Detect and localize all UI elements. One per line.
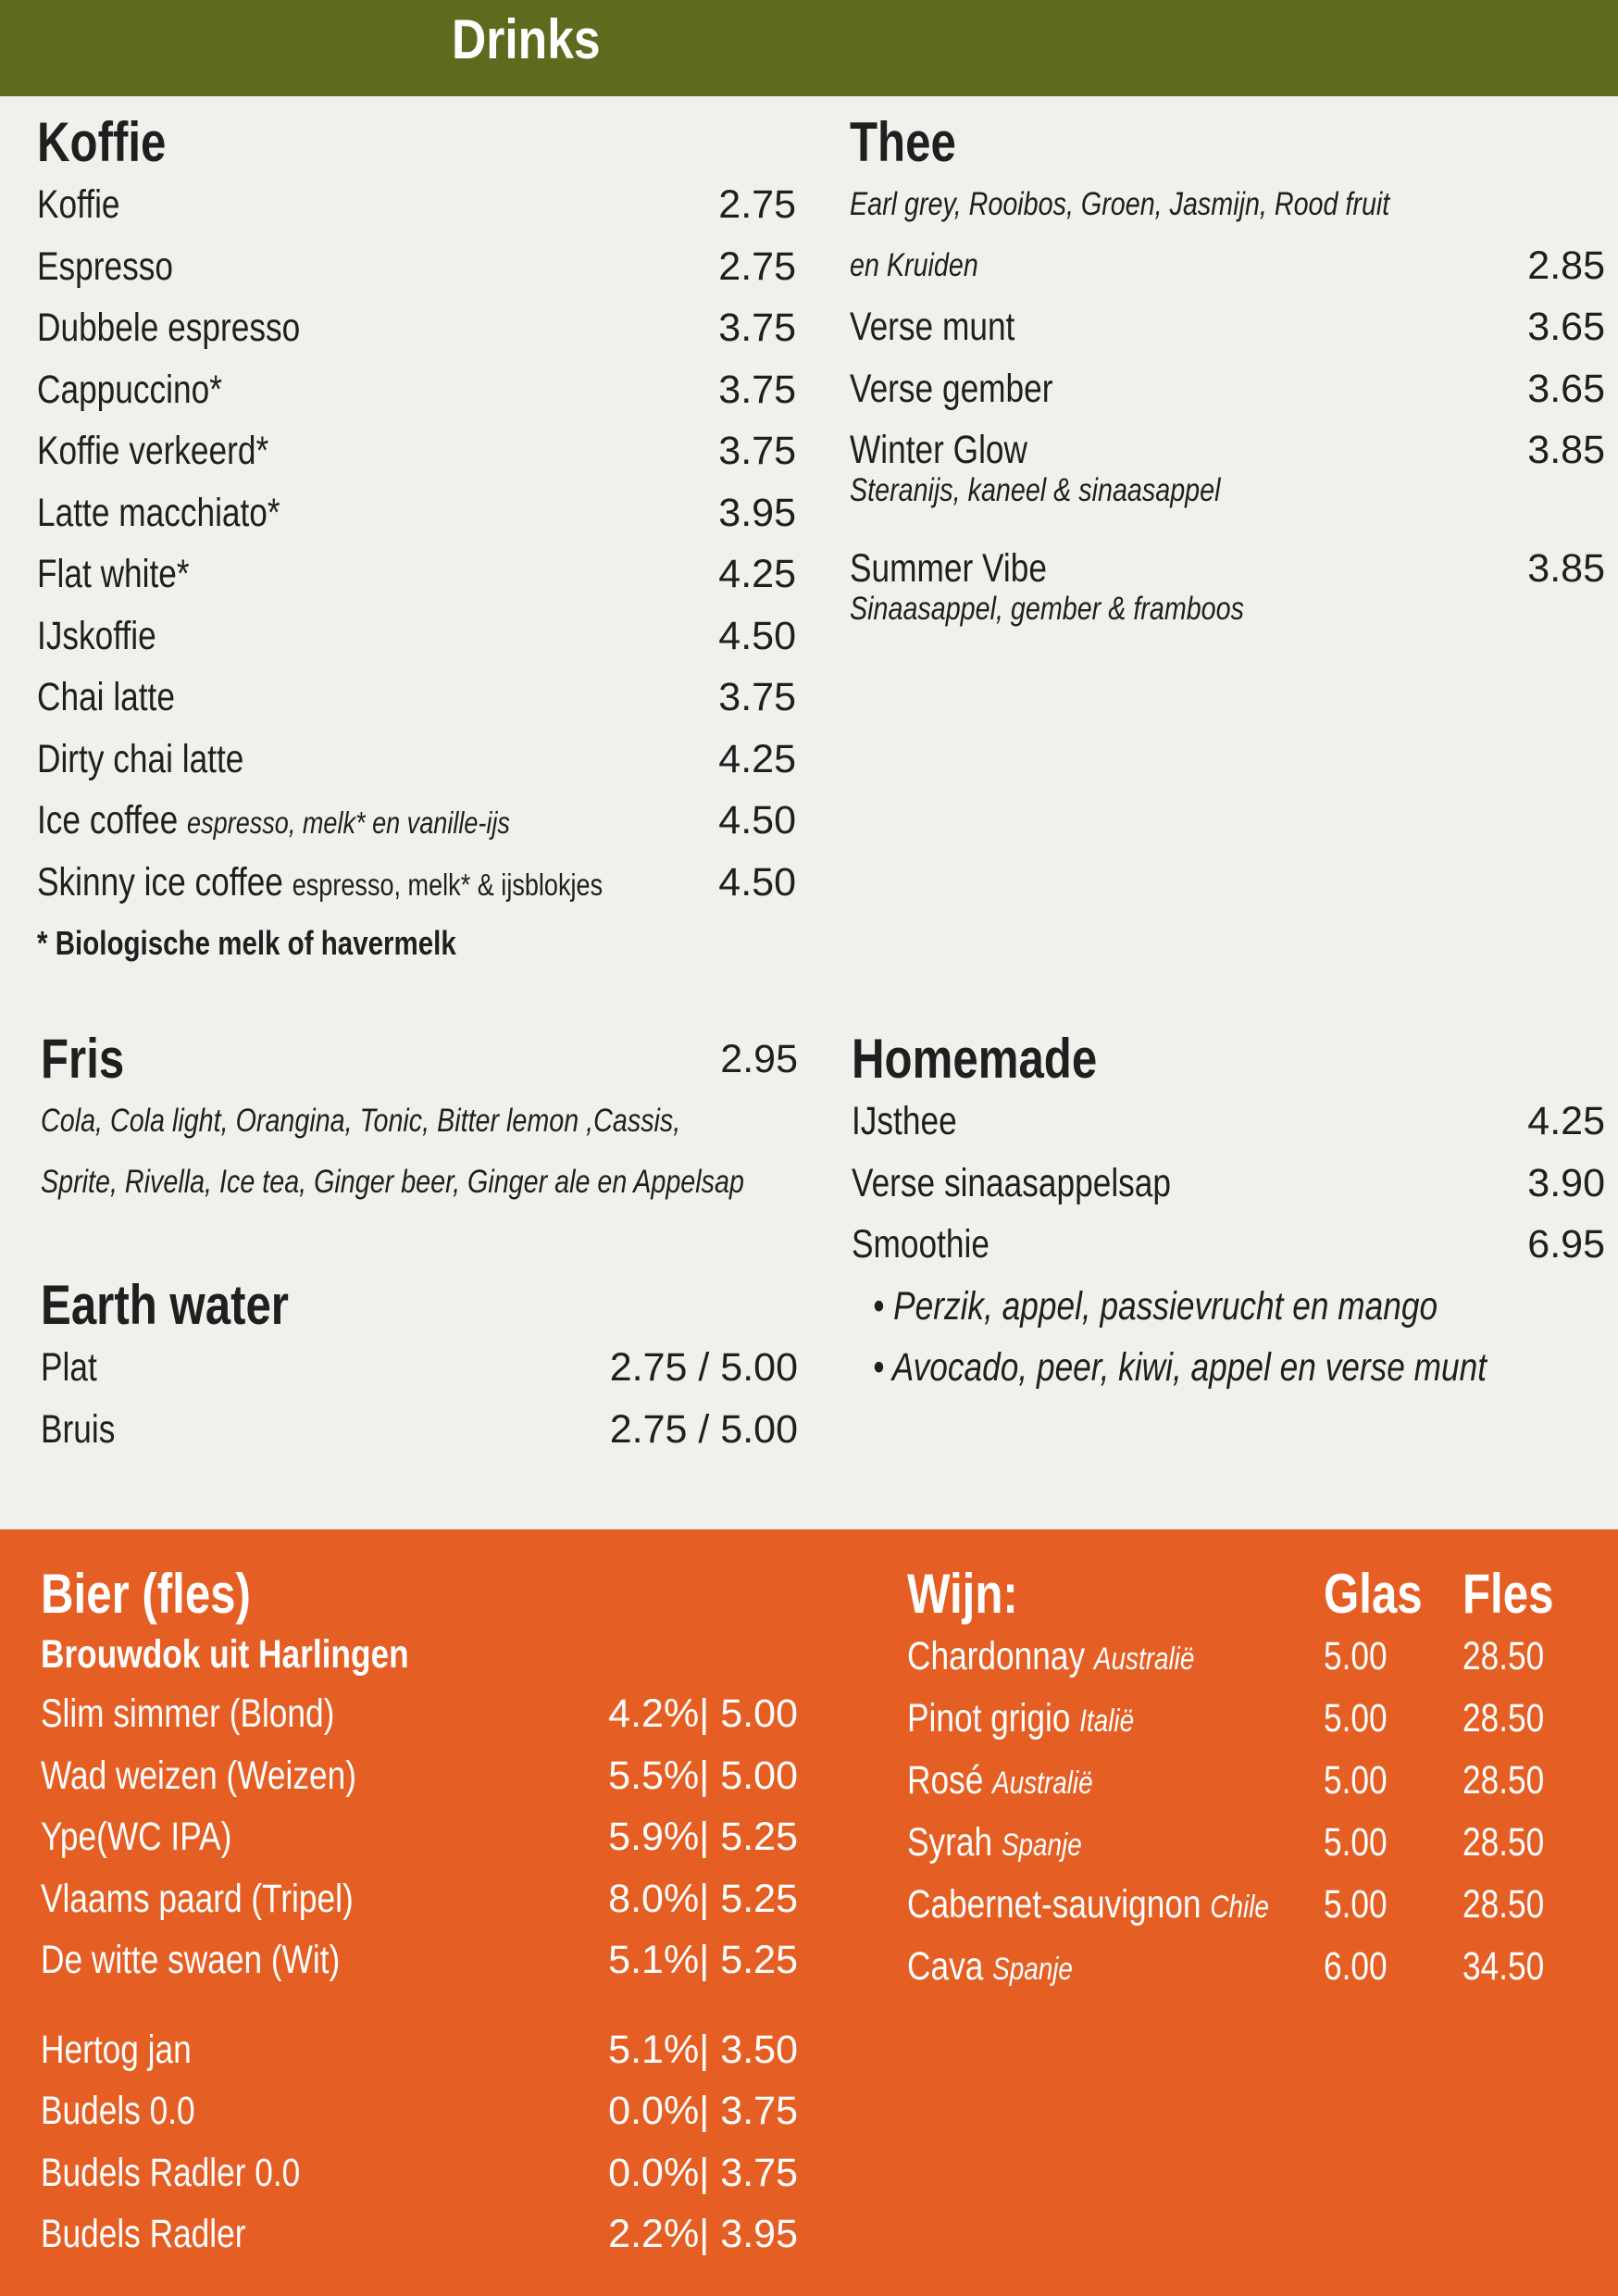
menu-item	[37, 236, 796, 298]
thee-title: Thee	[850, 111, 956, 173]
wine-fles-price: 28.50	[1462, 1820, 1545, 1865]
item-name: Budels Radler 0.0	[41, 2150, 301, 2195]
item-name: De witte swaen (Wit)	[41, 1938, 341, 1982]
menu-item	[850, 358, 1605, 420]
wijn-section	[907, 1563, 1611, 1998]
wine-label: Rosé	[907, 1758, 984, 1803]
wine-row	[907, 1812, 1611, 1874]
wine-label: Chardonnay	[907, 1634, 1086, 1678]
earth-water-title: Earth water	[41, 1274, 289, 1336]
item-price: 2.75	[718, 182, 796, 227]
thee-section	[850, 111, 1605, 629]
item-sub: Sinaasappel, gember & framboos	[850, 591, 1244, 627]
item-price: 4.2%| 5.00	[608, 1691, 798, 1736]
wine-glas-price: 5.00	[1324, 1634, 1388, 1678]
wine-name	[907, 1936, 1073, 2001]
fris-section	[41, 1028, 798, 1213]
item-price: 3.85	[1527, 546, 1605, 591]
menu-item	[41, 2019, 798, 2081]
wine-glas-price: 5.00	[1324, 1820, 1388, 1865]
item-sub: Steranijs, kaneel & sinaasappel	[850, 472, 1221, 508]
item-name: Verse sinaasappelsap	[852, 1160, 1172, 1205]
menu-item	[41, 1399, 798, 1461]
smoothie-option: • Avocado, peer, kiwi, appel en verse munt	[872, 1345, 1487, 1390]
item-name: Cappuccino*	[37, 367, 222, 412]
item-name-with-desc	[37, 790, 510, 855]
menu-item	[37, 482, 796, 544]
wine-fles-price: 28.50	[1462, 1634, 1545, 1678]
item-name: Ype(WC IPA)	[41, 1815, 232, 1859]
item-name: Wad weizen (Weizen)	[41, 1753, 356, 1798]
menu-item	[850, 538, 1605, 590]
item-price: 2.75	[718, 243, 796, 289]
wine-row	[907, 1936, 1611, 1998]
menu-item	[41, 2142, 798, 2204]
koffie-section	[37, 111, 796, 974]
wine-label: Syrah	[907, 1820, 993, 1865]
item-price: 3.95	[718, 490, 796, 535]
header-bar	[0, 0, 1618, 96]
menu-item	[37, 174, 796, 236]
wine-fles-price: 28.50	[1462, 1882, 1545, 1927]
item-price: 4.25	[718, 736, 796, 781]
wine-label: Cava	[907, 1944, 984, 1989]
koffie-title: Koffie	[37, 111, 167, 173]
item-name: Plat	[41, 1345, 97, 1390]
menu-item	[852, 1091, 1605, 1153]
item-price: 2.85	[1527, 243, 1605, 288]
wine-origin: Chile	[1210, 1890, 1269, 1925]
menu-item	[41, 1806, 798, 1868]
fris-list-line2: Sprite, Rivella, Ice tea, Ginger beer, Ginger ale en Appelsap	[41, 1164, 744, 1200]
smoothie-option: • Perzik, appel, passievrucht en mango	[872, 1283, 1438, 1329]
item-name: Winter Glow	[850, 428, 1028, 472]
wine-name	[907, 1812, 1082, 1877]
menu-item	[37, 420, 796, 482]
wine-name	[907, 1874, 1269, 1939]
item-price: 2.75 / 5.00	[609, 1345, 798, 1390]
menu-item	[37, 790, 796, 852]
milk-note: * Biologische melk of havermelk	[37, 924, 456, 962]
menu-item	[37, 852, 796, 914]
menu-item	[37, 359, 796, 421]
item-price: 3.65	[1527, 366, 1605, 411]
item-name: Koffie	[37, 182, 120, 227]
item-name: Smoothie	[852, 1222, 989, 1267]
alcohol-panel	[0, 1529, 1618, 2296]
item-price: 3.65	[1527, 305, 1605, 349]
item-name: Summer Vibe	[850, 546, 1047, 591]
item-name: Dubbele espresso	[37, 306, 301, 350]
wine-glas-price: 5.00	[1324, 1758, 1388, 1803]
item-price: 3.90	[1527, 1160, 1605, 1205]
item-price: 4.25	[718, 552, 796, 596]
item-name: Vlaams paard (Tripel)	[41, 1876, 354, 1921]
item-price: 6.95	[1527, 1222, 1605, 1267]
menu-item	[41, 1868, 798, 1930]
fles-column-header: Fles	[1462, 1563, 1554, 1625]
wine-row	[907, 1626, 1611, 1688]
menu-item	[37, 543, 796, 605]
item-name: Ice coffee	[37, 798, 179, 842]
wine-label: Pinot grigio	[907, 1696, 1071, 1741]
item-name: Flat white*	[37, 552, 190, 596]
item-price: 4.50	[718, 798, 796, 842]
wine-name	[907, 1626, 1194, 1691]
wine-glas-price: 5.00	[1324, 1882, 1388, 1927]
item-price: 0.0%| 3.75	[608, 2089, 798, 2133]
item-name: Chai latte	[37, 675, 175, 719]
item-price: 4.50	[718, 859, 796, 905]
item-desc: espresso, melk* & ijsblokjes	[292, 867, 604, 902]
menu-item	[41, 2203, 798, 2265]
wine-origin: Australië	[992, 1766, 1093, 1801]
wijn-header	[907, 1563, 1611, 1626]
wine-glas-price: 5.00	[1324, 1696, 1388, 1741]
item-price: 5.1%| 5.25	[608, 1938, 798, 1982]
item-name: Verse munt	[850, 305, 1015, 349]
fris-title: Fris	[41, 1028, 125, 1090]
fris-list-line1: Cola, Cola light, Orangina, Tonic, Bitter lemon ,Cassis,	[41, 1103, 681, 1139]
item-price: 8.0%| 5.25	[608, 1876, 798, 1921]
item-name: Budels Radler	[41, 2212, 246, 2256]
wine-origin: Australië	[1093, 1641, 1195, 1677]
menu-item	[850, 296, 1605, 358]
item-price: 4.50	[718, 613, 796, 658]
item-name: Verse gember	[850, 366, 1053, 411]
menu-item	[41, 1929, 798, 1991]
item-price: 3.75	[718, 306, 796, 350]
menu-item	[852, 1214, 1605, 1276]
wine-row	[907, 1688, 1611, 1750]
menu-item	[41, 1683, 798, 1745]
item-name: Koffie verkeerd*	[37, 429, 269, 473]
item-name: Skinny ice coffee	[37, 859, 283, 905]
bier-section	[41, 1563, 798, 2265]
wine-origin: Italië	[1079, 1703, 1135, 1739]
wine-origin: Spanje	[992, 1952, 1073, 1987]
item-name: Dirty chai latte	[37, 736, 244, 781]
item-name-with-desc	[37, 852, 603, 917]
item-price: 5.1%| 3.50	[608, 2027, 798, 2072]
wijn-title: Wijn:	[907, 1563, 1018, 1625]
fris-price: 2.95	[720, 1037, 798, 1081]
menu-item	[850, 419, 1605, 471]
thee-varieties-line: Earl grey, Rooibos, Groen, Jasmijn, Rood fruit	[850, 186, 1390, 222]
item-price: 3.75	[718, 675, 796, 719]
bier-title: Bier (fles)	[41, 1563, 251, 1625]
wine-glas-price: 6.00	[1324, 1944, 1388, 1989]
wine-fles-price: 28.50	[1462, 1696, 1545, 1741]
item-name: Hertog jan	[41, 2027, 192, 2072]
item-price: 5.5%| 5.00	[608, 1753, 798, 1798]
item-name: Budels 0.0	[41, 2089, 195, 2133]
item-name: IJskoffie	[37, 613, 156, 658]
wine-name	[907, 1688, 1134, 1753]
item-name: Latte macchiato*	[37, 490, 280, 535]
item-price: 3.85	[1527, 428, 1605, 472]
wine-row	[907, 1874, 1611, 1936]
thee-varieties-line2: en Kruiden	[850, 247, 978, 283]
item-desc: espresso, melk* en vanille-ijs	[187, 805, 510, 840]
homemade-section	[852, 1028, 1605, 1399]
menu-item	[852, 1153, 1605, 1215]
item-price: 2.75 / 5.00	[609, 1406, 798, 1452]
item-name: IJsthee	[852, 1099, 957, 1143]
menu-item	[37, 605, 796, 668]
homemade-title: Homemade	[852, 1028, 1098, 1090]
item-name: Slim simmer (Blond)	[41, 1691, 335, 1736]
menu-item	[41, 1337, 798, 1399]
wine-row	[907, 1750, 1611, 1812]
glas-column-header: Glas	[1324, 1563, 1423, 1625]
wine-origin: Spanje	[1001, 1828, 1082, 1863]
item-name: Espresso	[37, 243, 173, 289]
menu-item	[41, 2080, 798, 2142]
bier-subtitle: Brouwdok uit Harlingen	[41, 1632, 409, 1677]
item-price: 5.9%| 5.25	[608, 1815, 798, 1859]
item-price: 3.75	[718, 429, 796, 473]
wine-name	[907, 1750, 1093, 1815]
earth-water-section	[41, 1274, 798, 1460]
item-price: 3.75	[718, 367, 796, 412]
item-price: 4.25	[1527, 1099, 1605, 1143]
wine-label: Cabernet-sauvignon	[907, 1882, 1201, 1927]
menu-item	[41, 1745, 798, 1807]
menu-item	[37, 729, 796, 791]
item-name: Bruis	[41, 1406, 116, 1452]
page-title: Drinks	[452, 8, 601, 70]
wine-fles-price: 34.50	[1462, 1944, 1545, 1989]
item-price: 0.0%| 3.75	[608, 2150, 798, 2195]
item-price: 2.2%| 3.95	[608, 2212, 798, 2256]
menu-item	[37, 297, 796, 359]
wine-fles-price: 28.50	[1462, 1758, 1545, 1803]
menu-item	[37, 667, 796, 729]
